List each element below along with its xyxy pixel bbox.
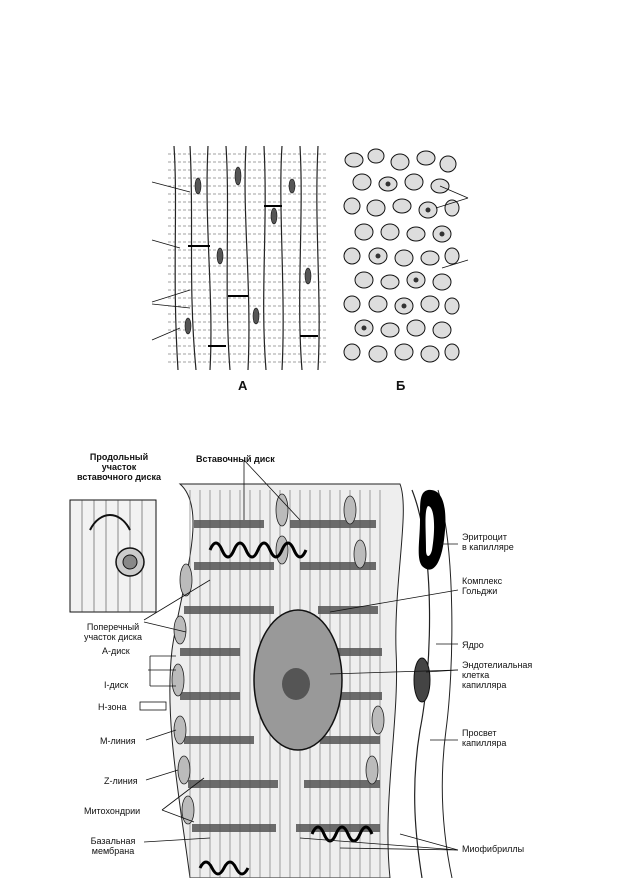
label-endothelial: Эндотелиальная клетка капилляра <box>462 660 533 690</box>
label-golgi: Комплекс Гольджи <box>462 576 503 596</box>
label-erythrocyte: Эритроцит в капилляре <box>462 532 514 552</box>
label-capillary-lumen: Просвет капилляра <box>462 728 507 748</box>
panel-b-letter: Б <box>396 378 406 393</box>
label-a-disc: А-диск <box>102 646 130 656</box>
top-figure <box>150 140 470 400</box>
label-myofibrils: Миофибриллы <box>462 844 525 854</box>
label-i-disc: I-диск <box>104 680 129 690</box>
label-cross-disc: Поперечный участок диска <box>83 622 143 642</box>
label-h-zone: Н-зона <box>98 702 127 712</box>
label-longitudinal-disc: Продольный участок вставочного диска <box>77 452 161 482</box>
panel-a-leaders <box>150 140 210 370</box>
label-basal-membrane: Базальная мембрана <box>90 836 136 856</box>
label-m-line: М-линия <box>100 736 136 746</box>
panel-b-leaders <box>430 140 470 280</box>
label-nucleus: Ядро <box>462 640 484 650</box>
panel-a-letter: А <box>238 378 248 393</box>
label-mitochondria: Митохондрии <box>84 806 141 816</box>
label-intercalated-disc: Вставочный диск <box>196 454 275 464</box>
bottom-figure <box>0 440 620 878</box>
label-z-line: Z-линия <box>104 776 138 786</box>
